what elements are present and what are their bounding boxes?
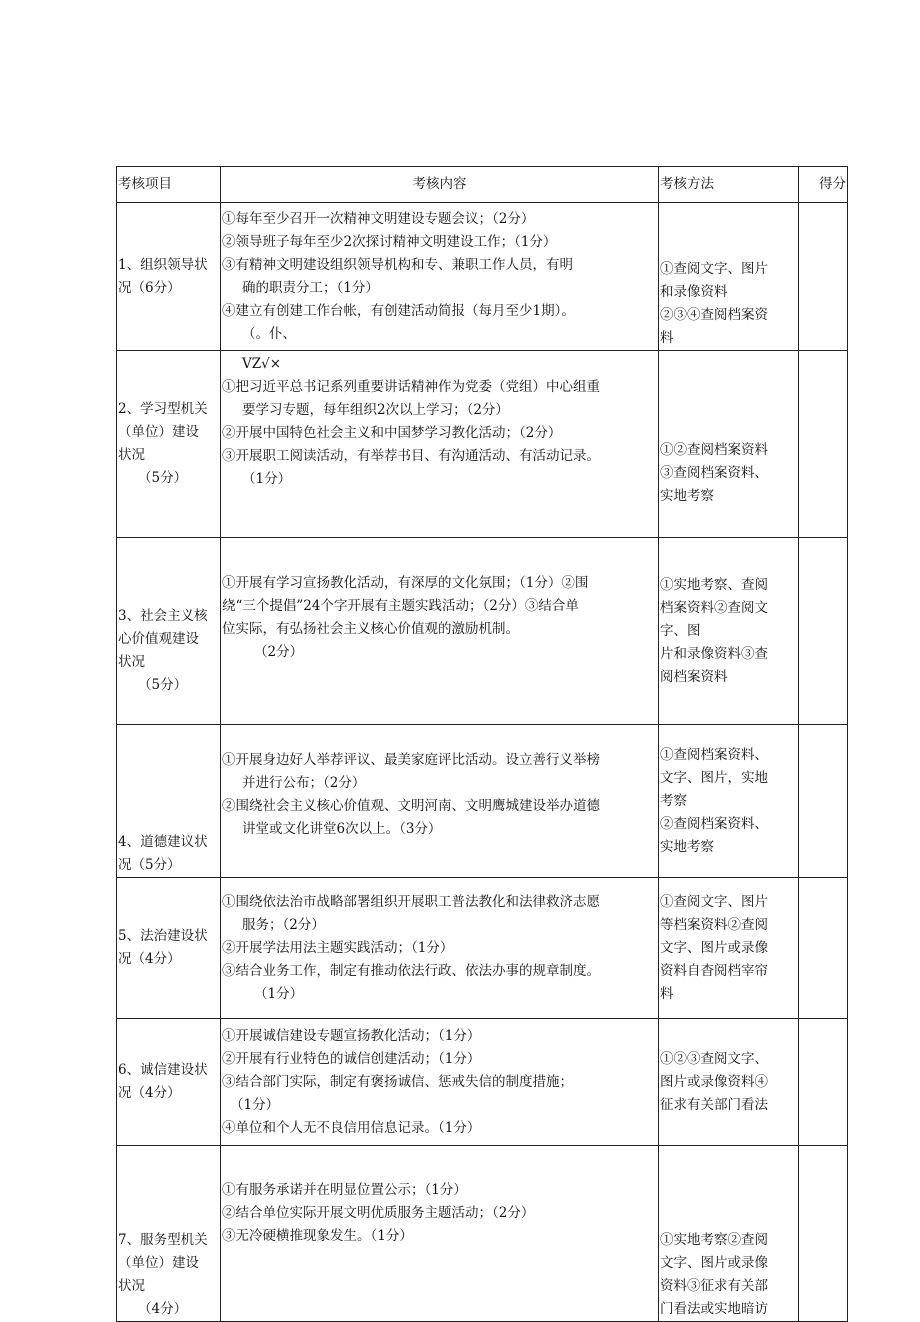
item-cell (117, 1019, 221, 1146)
content-line: ①围绕依法治市战略部署组织开展职工普法教化和法律救济志愿 (222, 893, 600, 910)
table-row (117, 725, 848, 878)
item-line: 况（4分） (118, 1085, 181, 1101)
content-line: ①开展诚信建设专题宣扬教化活动；（1分） (222, 1027, 481, 1044)
method-line: 料 (660, 330, 674, 346)
method-line: ①②查阅档案资料 (660, 441, 768, 458)
content-line: ①有服务承诺并在明显位置公示；（1分） (222, 1182, 467, 1198)
item-line: 况（4分） (118, 951, 181, 967)
method-line: ②③④查阅档案资 (660, 307, 768, 323)
method-line: 料 (660, 985, 674, 1002)
item-line: （4分） (138, 1301, 188, 1317)
content-line: ③结合部门实际，制定有褒扬诚信、惩戒失信的制度措施； (222, 1073, 573, 1090)
method-cell (659, 1019, 799, 1146)
method-line: ①查阅文字、图片 (660, 893, 768, 910)
header-method: 考核方法 (659, 167, 799, 203)
method-line: 实地考察 (660, 838, 714, 855)
method-line: ①实地考察②查阅 (660, 1232, 768, 1248)
item-line: 6、诚信建设状 (118, 1062, 208, 1078)
table-row (117, 538, 848, 725)
method-line: 片和录像资料③查 (660, 645, 768, 662)
content-line: ①开展身边好人举荐评议、最美家庭评比活动。设立善行义举榜 (222, 752, 600, 768)
header-item: 考核项目 (117, 167, 221, 203)
item-line: 7、服务型机关 (118, 1232, 208, 1248)
table-row (117, 1146, 848, 1322)
item-cell (117, 878, 221, 1019)
method-line: ①查阅文字、图片 (660, 261, 768, 277)
content-cell (221, 351, 659, 538)
method-line: 实地考察 (660, 487, 714, 504)
item-line: 状况 (118, 654, 145, 670)
item-cell (117, 725, 221, 878)
table-row (117, 203, 848, 351)
score-cell (799, 351, 848, 538)
content-cell (221, 1019, 659, 1146)
item-line: 4、道德建议状 (118, 834, 208, 850)
item-line: 状况 (118, 1278, 145, 1294)
method-line: ①实地考察、查阅 (660, 576, 768, 593)
method-line: 阅档案资料 (660, 668, 728, 685)
item-line: 1、组织领导状 (118, 256, 208, 273)
method-line: 征求有关部门看法 (660, 1096, 768, 1113)
content-line: （2分） (254, 644, 304, 660)
score-cell (799, 203, 848, 351)
item-cell (117, 1146, 221, 1322)
method-cell (659, 203, 799, 351)
method-line: 档案资料②查阅文 (660, 599, 768, 616)
method-cell (659, 351, 799, 538)
content-cell (221, 203, 659, 351)
method-cell (659, 538, 799, 725)
method-line: 考察 (660, 792, 687, 809)
content-cell (221, 725, 659, 878)
item-line: 5、法治建设状 (118, 928, 208, 944)
assessment-table (116, 166, 848, 1322)
table-row (117, 1019, 848, 1146)
content-line: （1分） (254, 985, 304, 1002)
method-line: 资料③征求有关部 (660, 1278, 768, 1294)
content-line: 绕“三个提倡”24个字开展有主题实践活动；（2分）③结合单 (222, 598, 579, 614)
content-line: 位实际，有弘扬社会主义核心价值观的激励机制。 (222, 621, 519, 637)
method-line: ②查阅档案资料、 (660, 815, 768, 832)
content-line: ②结合单位实际开展文明优质服务主题活动；（2分） (222, 1205, 535, 1221)
item-line: 况（6分） (118, 279, 181, 296)
content-line: ③开展职工阅读活动，有举荐书目、有沟通活动、有活动记录。 (222, 448, 600, 464)
content-line: ④单位和个人无不良信用信息记录。（1分） (222, 1119, 481, 1136)
item-line: （单位）建设 (118, 1255, 199, 1271)
content-line: （1分） (230, 1096, 280, 1113)
header-score: 得分 (799, 167, 848, 203)
method-line: 文字、图片或录像 (660, 1255, 768, 1271)
method-line: 图片或录像资料④ (660, 1073, 768, 1090)
content-line: ④建立有创建工作台帐，有创建活动简报（每月至少1期）。 (222, 302, 575, 319)
score-cell (799, 725, 848, 878)
method-cell (659, 878, 799, 1019)
content-line: （。仆、 (242, 325, 296, 342)
method-line: 等档案资料②查阅 (660, 916, 768, 933)
score-cell (799, 878, 848, 1019)
item-cell (117, 351, 221, 538)
score-cell (799, 538, 848, 725)
content-line: 要学习专题，每年组织2次以上学习；（2分） (242, 402, 509, 418)
content-line: ③有精神文明建设组织领导机构和专、兼职工作人员，有明 (222, 256, 573, 273)
item-line: 状况 (118, 447, 145, 463)
content-line: 并进行公布；（2分） (242, 775, 366, 791)
method-line: 门看法或实地暗访 (660, 1301, 768, 1317)
method-line: ③查阅档案资料、 (660, 464, 768, 481)
item-line: 况（5分） (118, 857, 181, 873)
content-line: ②开展中国特色社会主义和中国梦学习教化活动；（2分） (222, 425, 562, 441)
content-line: ③结合业务工作，制定有推动依法行政、依法办事的规章制度。 (222, 962, 600, 979)
item-cell (117, 538, 221, 725)
item-line: 心价值观建设 (118, 631, 199, 647)
content-line: （1分） (242, 471, 292, 487)
table-row (117, 878, 848, 1019)
content-cell (221, 538, 659, 725)
content-line: ①把习近平总书记系列重要讲话精神作为党委（党组）中心组重 (222, 379, 600, 395)
item-line: （5分） (138, 470, 188, 486)
score-cell (799, 1146, 848, 1322)
content-line: ③无冷硬横推现象发生。（1分） (222, 1228, 413, 1244)
score-cell (799, 1019, 848, 1146)
header-row (117, 167, 848, 203)
item-line: （单位）建设 (118, 424, 199, 440)
content-line: VZ√× (242, 356, 282, 372)
content-cell (221, 878, 659, 1019)
method-cell (659, 725, 799, 878)
content-line: ①开展有学习宣扬教化活动，有深厚的文化氛围；（1分）②围 (222, 575, 589, 591)
method-line: ①②③查阅文字、 (660, 1050, 768, 1067)
method-line: 文字、图片，实地 (660, 769, 768, 786)
content-line: 讲堂或文化讲堂6次以上。（3分） (242, 821, 442, 837)
item-line: （5分） (138, 677, 188, 693)
content-line: ①每年至少召开一次精神文明建设专题会议；（2分） (222, 210, 535, 227)
table-row (117, 351, 848, 538)
method-line: 文字、图片或录像 (660, 939, 768, 956)
content-line: ②领导班子每年至少2次探讨精神文明建设工作；（1分） (222, 233, 557, 250)
method-cell (659, 1146, 799, 1322)
content-line: 服务；（2分） (242, 916, 325, 933)
header-content: 考核内容 (221, 167, 659, 203)
content-line: ②开展学法用法主题实践活动；（1分） (222, 939, 454, 956)
item-cell (117, 203, 221, 351)
method-line: 和录像资料 (660, 284, 728, 300)
content-line: ②围绕社会主义核心价值观、文明河南、文明鹰城建设举办道德 (222, 798, 600, 814)
content-cell (221, 1146, 659, 1322)
content-line: 确的职责分工；（1分） (242, 279, 379, 296)
item-line: 2、学习型机关 (118, 401, 208, 417)
method-line: ①查阅档案资料、 (660, 746, 768, 763)
method-line: 字、图 (660, 622, 701, 639)
content-line: ②开展有行业特色的诚信创建活动；（1分） (222, 1050, 481, 1067)
item-line: 3、社会主义核 (118, 608, 208, 624)
method-line: 资料自杳阅档宰帘 (660, 962, 768, 979)
